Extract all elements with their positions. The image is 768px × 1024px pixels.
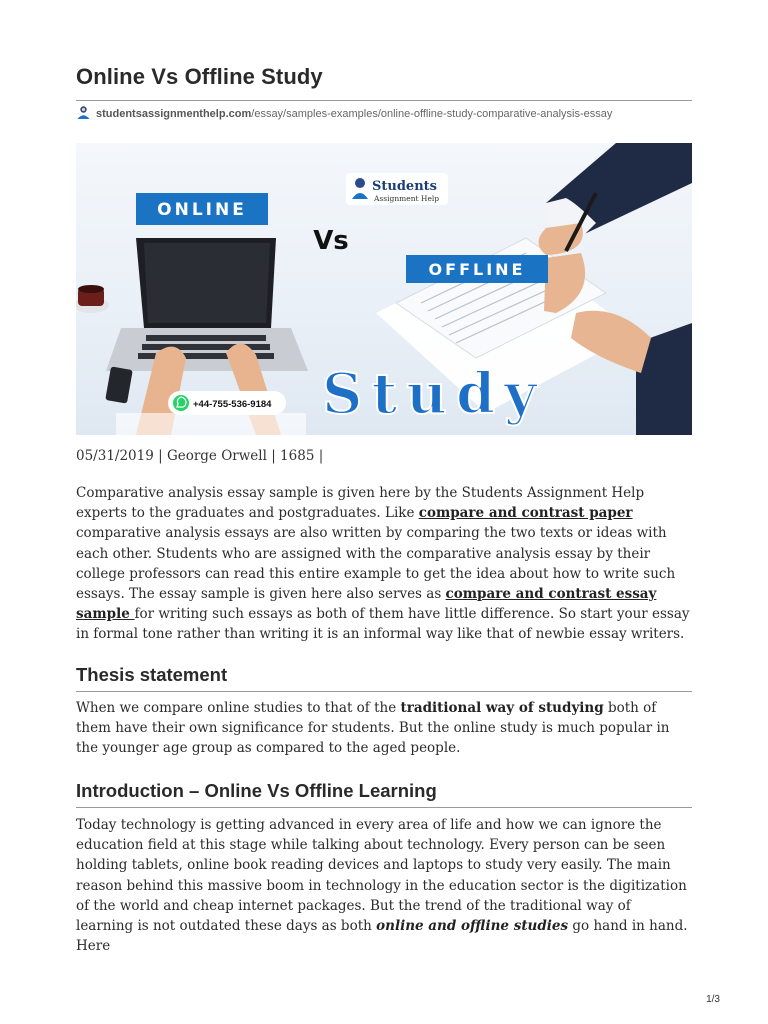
introduction-paragraph: Today technology is getting advanced in every area of life and how we can ignore the education field at this stage while talking about technology. Every person can be seen holding tablets, online book reading devices and laptops to study very easily. The main reason behind this massive boom in technology in the education sector is the digitization of the world and cheap internet packages. But the trend of the traditional way of learning is not outdated these days as both online and offline studies go hand in hand. Here — [76, 817, 688, 955]
suit-hand-top-illustration — [539, 143, 693, 255]
source-domain[interactable]: studentsassignmenthelp.com — [96, 108, 252, 120]
source-path[interactable]: /essay/samples-examples/online-offline-study-comparative-analysis-essay — [251, 108, 613, 120]
title-divider — [76, 100, 692, 101]
page-number: 1/3 — [706, 994, 720, 1005]
site-favicon-icon — [76, 105, 91, 123]
introduction-divider — [76, 807, 692, 808]
vs-label: Vs — [313, 226, 349, 256]
phone-badge — [168, 391, 286, 415]
svg-text:+44-755-536-9184: +44-755-536-9184 — [193, 399, 272, 410]
svg-text:ONLINE: ONLINE — [157, 200, 247, 220]
compare-contrast-paper-link[interactable]: compare and contrast paper — [418, 505, 633, 522]
study-label: Study — [322, 361, 546, 427]
offline-label — [406, 255, 548, 283]
thesis-divider — [76, 691, 692, 692]
hero-image — [76, 143, 692, 435]
intro-paragraph: Comparative analysis essay sample is given here by the Students Assignment Help experts to the graduates and postgraduates. Like compare and contrast paper comparative analysis essays are also written by comparing the two texts or ideas with each other. Students who are assigned with the comparative analysis essay by their college professors can read this entire example to get the idea about how to write such essays. The essay sample is given here also serves as compare and contrast essay sample for writing such essays as both of them have little difference. So start your essay in formal tone rather than writing it is an informal way like that of newbie essay writers. — [76, 485, 690, 643]
compare-contrast-essay-sample-link[interactable]: compare and contrast essay sample — [76, 586, 657, 623]
source-url[interactable] — [76, 105, 692, 123]
thesis-paragraph: When we compare online studies to that of the traditional way of studying both of them have their own significance for students. But the online study is much popular in the younger age group as compared to the aged people. — [76, 700, 670, 757]
page-title: Online Vs Offline Study — [76, 64, 323, 89]
thesis-heading: Thesis statement — [76, 664, 228, 685]
introduction-heading: Introduction – Online Vs Offline Learning — [76, 780, 437, 801]
svg-text:Students: Students — [372, 179, 437, 194]
suit-hand-bottom-illustration — [571, 311, 692, 435]
svg-text:Assignment Help: Assignment Help — [374, 194, 440, 203]
phone-illustration — [105, 366, 133, 403]
coffee-cup-illustration — [76, 285, 109, 313]
brand-logo — [346, 173, 448, 205]
svg-text:OFFLINE: OFFLINE — [428, 260, 526, 279]
post-meta: 05/31/2019 | George Orwell | 1685 | — [76, 448, 324, 464]
laptop-illustration — [106, 238, 308, 371]
online-label — [136, 193, 268, 225]
